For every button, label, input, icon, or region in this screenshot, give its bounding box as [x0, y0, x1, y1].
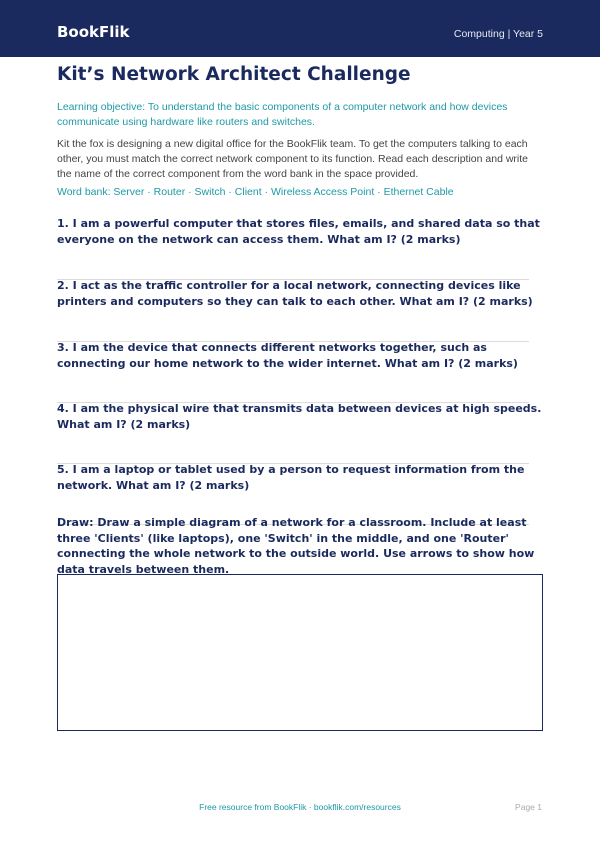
subject-year: Computing | Year 5 [453, 28, 543, 40]
learning-objective: Learning objective: To understand the basic components of a computer network and how devices communicate using hardware like routers and switches. [57, 101, 508, 128]
page-number: Page 1 [515, 802, 542, 812]
question-4: 4. I am the physical wire that transmits data between devices at high speeds. What am I? (2 marks) [57, 402, 542, 431]
page-title: Kit’s Network Architect Challenge [57, 64, 411, 85]
word-bank: Word bank: Server · Router · Switch · Client · Wireless Access Point · Ethernet Cable [57, 186, 454, 198]
question-2: 2. I act as the traffic controller for a local network, connecting devices like printers and computers so they can talk to each other. What am I? (2 marks) [57, 279, 533, 308]
intro-text: Kit the fox is designing a new digital office for the BookFlik team. To get the computers talking to each other, you must match the correct network component to its function. Read each description and write the name of the correct component from the word bank in the space provided. [57, 138, 528, 180]
question-1: 1. I am a powerful computer that stores files, emails, and shared data so that everyone on the network can access them. What am I? (2 marks) [57, 217, 540, 246]
footer-text: Free resource from BookFlik · bookflik.com/resources [199, 802, 401, 812]
question-5: 5. I am a laptop or tablet used by a person to request information from the network. What am I? (2 marks) [57, 463, 525, 492]
brand-logo: BookFlik [57, 23, 130, 41]
drawing-area[interactable] [57, 574, 543, 731]
question-3: 3. I am the device that connects different networks together, such as connecting our home network to the wider internet. What am I? (2 marks) [57, 341, 518, 370]
header-bar [0, 0, 600, 57]
draw-task: Draw: Draw a simple diagram of a network for a classroom. Include at least three 'Clients' (like laptops), one 'Switch' in the middle, and one 'Router' connecting the whole network to the outside world. Use arrows to show how data travels between them. [57, 516, 535, 576]
